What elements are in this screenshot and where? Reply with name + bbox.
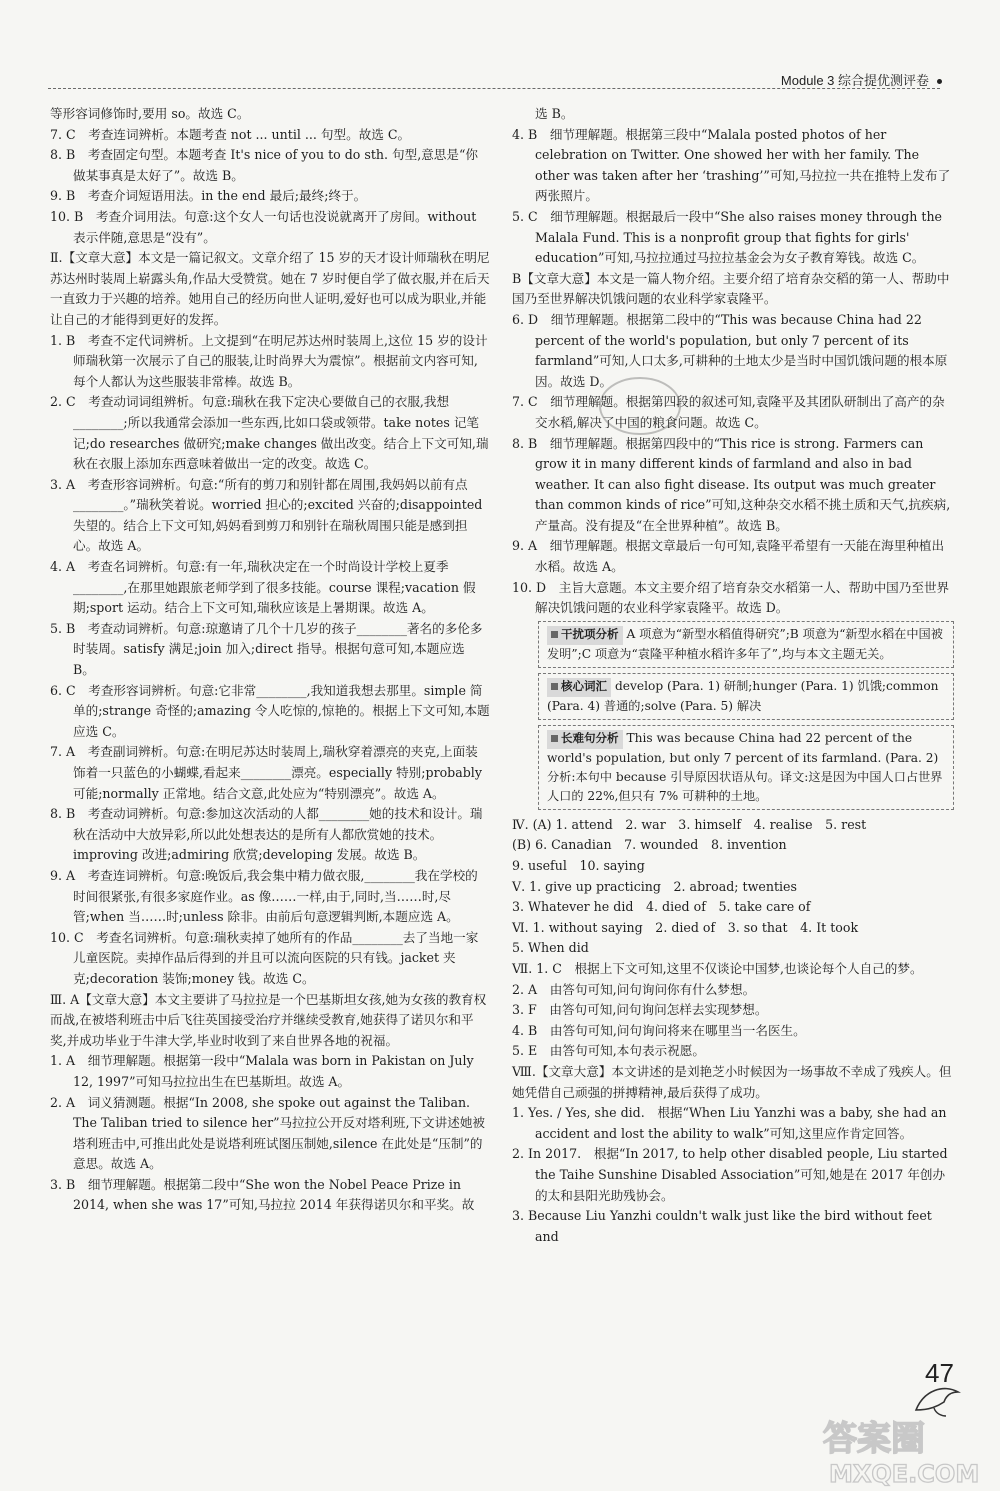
left-paragraph: 5. B 考查动词辨析。句意:琼邀请了几个十几岁的孩子________著名的多伦多时装周。satisfy 满足;join 加入;direct 指导。根据句意可知,本题应选 B。 <box>50 620 483 678</box>
right-paragraph: Ⅷ.【文章大意】本文讲述的是刘艳芝小时候因为一场事故不幸成了残疾人。但她凭借自己顽强的拼搏精神,最后获得了成功。 <box>512 1063 952 1100</box>
left-paragraph: 4. A 考查名词辨析。句意:有一年,瑞秋决定在一个时尚设计学校上夏季________,在那里她跟旅老师学到了很多技能。course 课程;vacation 假期;sport 运动。结合上下文可知,瑞秋应该是上暑期课。故选 A。 <box>50 559 476 616</box>
box-tag <box>547 678 611 697</box>
right-paragraph: 7. C 细节理解题。根据第四段的叙述可知,袁隆平及其团队研制出了高产的杂交水稻,解决了中国的粮食问题。故选 C。 <box>512 394 945 430</box>
right-paragraph: B【文章大意】本文是一篇人物介绍。主要介绍了培育杂交稻的第一人、帮助中国乃至世界解决饥饿问题的农业科学家袁隆平。 <box>512 270 950 307</box>
square-icon <box>551 735 558 742</box>
right-paragraph: 6. D 细节理解题。根据第二段中的“This was because China had 22 percent of the world's population, but only 7 percent of its farmland”可知,人口太多,可耕种的土地太少是当时中国饥饿问题的根本原因。故选 D。 <box>512 311 948 389</box>
right-paragraph: 2. A 由答句可知,问句询问你有什么梦想。 <box>512 981 756 997</box>
right-paragraph: (B) 6. Canadian 7. wounded 8. invention <box>512 837 787 853</box>
header-title: Module 3 综合提优测评卷 <box>780 73 929 88</box>
box-text: develop (Para. 1) 研制;hunger (Para. 1) 饥饿;common (Para. 4) 普通的;solve (Para. 5) 解决 <box>547 678 939 713</box>
right-paragraph: 1. Yes. / Yes, she did. 根据“When Liu Yanzhi was a baby, she had an accident and lost the ability to walk”可知,这里应作肯定回答。 <box>512 1105 947 1141</box>
running-header <box>781 70 942 89</box>
left-paragraph: 2. C 考查动词词组辨析。句意:瑞秋在我下定决心要做自己的衣服,我想________;所以我通常会添加一些东西,比如口袋或领带。take notes 记笔记;do researches 做研究;make changes 做出改变。结合上下文可知,瑞秋在衣服上添加东西意味着做出一定的改变。故选 C。 <box>50 394 489 472</box>
right-paragraph: 5. When did <box>512 940 589 956</box>
left-paragraph: 1. A 细节理解题。根据第一段中“Malala was born in Pakistan on July 12, 1997”可知马拉拉出生在巴基斯坦。故选 A。 <box>50 1053 474 1089</box>
right-paragraph: 4. B 由答句可知,问句询问将来在哪里当一名医生。 <box>512 1022 806 1038</box>
right-paragraph: 2. In 2017. 根据“In 2017, to help other disabled people, Liu started the Taihe Sunshine Disabled Association”可知,她是在 2017 年创办的太和县阳光助残协会。 <box>512 1146 948 1203</box>
left-paragraph: 10. B 考查介词用法。句意:这个女人一句话也没说就离开了房间。without 表示伴随,意思是“没有”。 <box>50 208 477 245</box>
right-paragraph: 3. Because Liu Yanzhi couldn't walk just like the bird without feet and <box>512 1208 932 1244</box>
right-paragraph: Ⅴ. 1. give up practicing 2. abroad; twenties <box>512 878 797 894</box>
left-paragraph: 3. A 考查形容词辨析。句意:“所有的剪刀和别针都在周围,我妈妈以前有点________。”瑞秋笑着说。worried 担心的;excited 兴奋的;disappointed 失望的。结合上下文可知,妈妈看到剪刀和别针在瑞秋周围只能是感到担心。故选 A。 <box>50 476 483 554</box>
left-paragraph: 10. C 考查名词辨析。句意:瑞秋卖掉了她所有的作品________去了当地一家儿童医院。卖掉作品后得到的并且可以流向医院的只有钱。jacket 夹克;decoration 装饰;money 钱。故选 C。 <box>50 929 479 986</box>
page-number: 47 <box>925 1358 954 1388</box>
left-paragraph: 9. B 考查介词短语用法。in the end 最后;最终;终于。 <box>50 188 367 204</box>
right-paragraph: Ⅵ. 1. without saying 2. died of 3. so that 4. It took <box>512 919 859 935</box>
right-paragraph: 9. useful 10. saying <box>512 858 645 874</box>
box-tag <box>547 626 623 645</box>
analysis-box <box>538 673 954 720</box>
square-icon <box>551 631 558 638</box>
right-paragraph: 4. B 细节理解题。根据第三段中“Malala posted photos of her celebration on Twitter. One showed her with her family. The other was taken after her ‘trashing’”可知,马拉拉一共在推特上发布了两张照片。 <box>512 126 951 204</box>
box-tag <box>547 730 623 749</box>
square-icon <box>551 683 558 690</box>
box-text: This was because China had 22 percent of the world's population, but only 7 percent of its farmland. (Para. 2) 分析:本句中 because 引导原因状语从句。译文:这是因为中国人口占世界人口的 22%,但只有 7% 可耕种的土地。 <box>547 730 943 803</box>
right-paragraph: 选 B。 <box>535 106 574 121</box>
svg-text:答案圈: 答案圈 <box>823 1419 925 1459</box>
box-tag-label: 长难句分析 <box>561 732 619 745</box>
analysis-box <box>538 725 954 810</box>
left-paragraph: Ⅲ. A【文章大意】本文主要讲了马拉拉是一个巴基斯坦女孩,她为女孩的教育权而战,在被塔利班击中后飞往英国接受治疗并继续受教育,她获得了诺贝尔和平奖,并成功毕业于牛津大学,毕业时收到了来自世界各地的祝福。 <box>50 991 487 1048</box>
left-paragraph: 等形容词修饰时,要用 so。故选 C。 <box>50 106 250 121</box>
svg-text:MXQE.COM: MXQE.COM <box>829 1460 980 1488</box>
left-column <box>50 104 490 1216</box>
watermark-logo <box>815 1412 985 1488</box>
header-divider <box>48 88 940 89</box>
right-paragraph: 3. F 由答句可知,问句询问怎样去实现梦想。 <box>512 1002 768 1018</box>
left-paragraph: 8. B 考查动词辨析。句意:参加这次活动的人都________她的技术和设计。瑞秋在活动中大放异彩,所以此处想表达的是所有人都欣赏她的技术。improving 改进;admiring 欣赏;developing 发展。故选 B。 <box>50 806 483 863</box>
right-paragraph: 5. C 细节理解题。根据最后一段中“She also raises money through the Malala Fund. This is a nonprofit group that fights for girls' education”可知,马拉拉通过马拉拉基金会为女子教育筹钱。故选 C。 <box>512 208 943 266</box>
box-text: A 项意为“新型水稻值得研究”;B 项意为“新型水稻在中国被发明”;C 项意为“袁隆平种植水稻许多年了”,均与本文主题无关。 <box>547 626 943 661</box>
right-column <box>512 104 954 1247</box>
right-paragraph: Ⅳ. (A) 1. attend 2. war 3. himself 4. realise 5. rest <box>512 816 867 832</box>
left-paragraph: 7. C 考查连词辨析。本题考查 not ... until ... 句型。故选 C。 <box>50 126 411 142</box>
box-tag-label: 核心词汇 <box>561 680 607 693</box>
left-paragraph: 2. A 词义猜测题。根据“In 2008, she spoke out against the Taliban. The Taliban tried to silence her”马拉拉公开反对塔利班,下文讲述她被塔利班击中,可推出此处是说塔利班试图压制她,silence 在此处是“压制”的意思。故选 A。 <box>50 1094 486 1172</box>
left-paragraph: 9. A 考查连词辨析。句意:晚饭后,我会集中精力做衣服,________我在学校的时间很紧张,有很多家庭作业。as 像……一样,由于,同时,当……时,尽管;when 当……时;unless 除非。由前后句意逻辑判断,本题应选 A。 <box>50 867 478 925</box>
left-paragraph: 3. B 细节理解题。根据第二段中“She won the Nobel Peace Prize in 2014, when she was 17”可知,马拉拉 2014 年获得诺贝尔和平奖。故 <box>50 1176 475 1213</box>
right-paragraph: 3. Whatever he did 4. died of 5. take care of <box>512 899 811 915</box>
right-paragraph: 5. E 由答句可知,本句表示祝愿。 <box>512 1043 705 1059</box>
right-paragraph: 10. D 主旨大意题。本文主要介绍了培育杂交水稻第一人、帮助中国乃至世界解决饥饿问题的农业科学家袁隆平。故选 D。 <box>512 579 950 616</box>
left-paragraph: Ⅱ.【文章大意】本文是一篇记叙文。文章介绍了 15 岁的天才设计师瑞秋在明尼苏达州时装周上崭露头角,作品大受赞赏。她在 7 岁时便自学了做衣服,并在后天一直致力于兴趣的培养。她用自己的经历向世人证明,爱好也可以成为职业,并能让自己的才能得到更好的发挥。 <box>50 250 490 327</box>
left-paragraph: 1. B 考查不定代词辨析。上文提到“在明尼苏达州时装周上,这位 15 岁的设计师瑞秋第一次展示了自己的服装,让时尚界大为震惊”。根据前文内容可知,每个人都认为这些服装非常棒。故选 B。 <box>50 332 488 389</box>
right-paragraph: 9. A 细节理解题。根据文章最后一句可知,袁隆平希望有一天能在海里种植出水稻。故选 A。 <box>512 538 945 575</box>
left-paragraph: 7. A 考查副词辨析。句意:在明尼苏达时装周上,瑞秋穿着漂亮的夹克,上面装饰着一只蓝色的小蝴蝶,看起来________漂亮。especially 特别;probably 可能;normally 正常地。结合文意,此处应为“特别漂亮”。故选 A。 <box>50 744 482 801</box>
right-paragraph: 8. B 细节理解题。根据第四段中的“This rice is strong. Farmers can grow it in many different kinds of farmland and also in bad weather. It can also fight disease. Its output was much greater than common kinds of rice”可知,这种杂交水稻不挑土质和天气,抗疾病,产量高。没有提及“在全世界种植”。故选 B。 <box>512 435 951 533</box>
analysis-box <box>538 621 954 668</box>
right-paragraph: Ⅶ. 1. C 根据上下文可知,这里不仅谈论中国梦,也谈论每个人自己的梦。 <box>512 961 923 976</box>
left-paragraph: 8. B 考查固定句型。本题考查 It's nice of you to do sth. 句型,意思是“你做某事真是太好了”。故选 B。 <box>50 147 479 183</box>
bullet-icon <box>937 79 942 84</box>
box-tag-label: 干扰项分析 <box>561 628 619 641</box>
left-paragraph: 6. C 考查形容词辨析。句意:它非常________,我知道我想去那里。simple 简单的;strange 奇怪的;amazing 令人吃惊的,惊艳的。根据上下文可知,本题应选 C。 <box>50 682 490 739</box>
stamp-mark <box>590 366 690 446</box>
